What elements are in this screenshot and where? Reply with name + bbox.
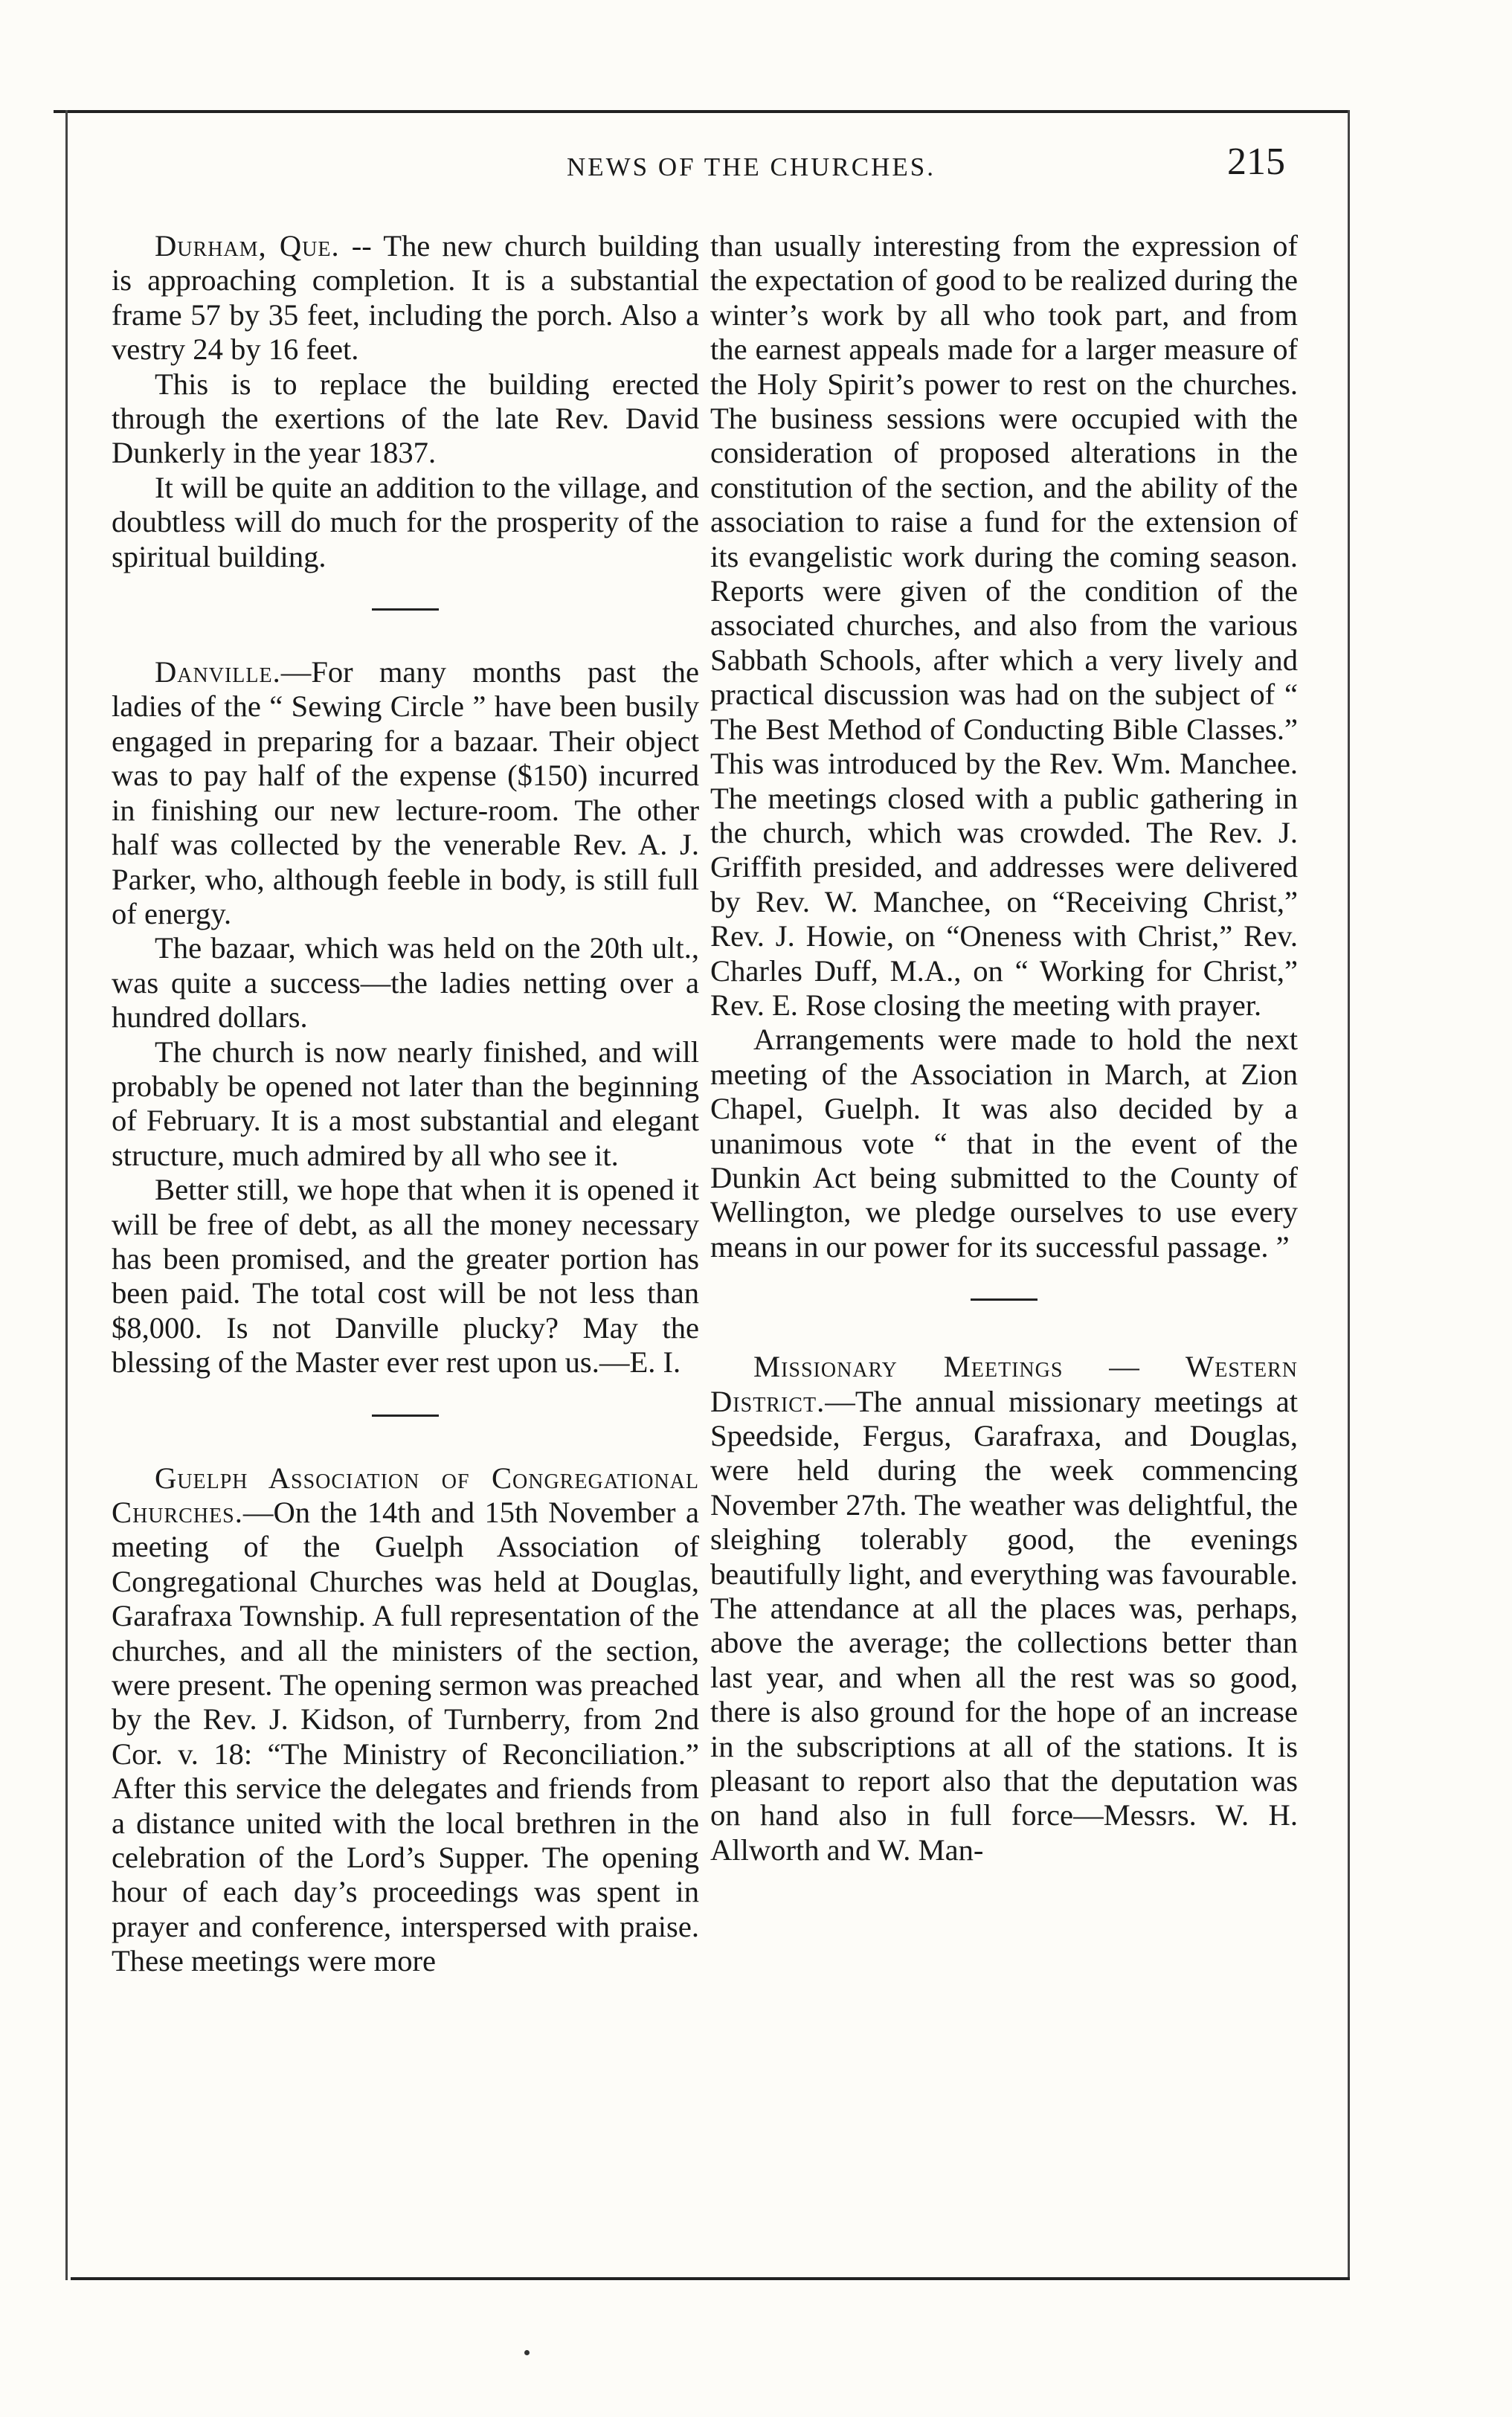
article-paragraph [112,229,699,367]
article-missionary-meetings [710,1350,1298,1867]
article-heading: Danville. [155,655,281,689]
article-text: —For many months past the ladies of the “ Sewing Circle ” have been busily engaged in preparing for a bazaar. Their object was to pay half of the expense ($150) incurred in finishing our new lecture-room. The other half was collected by the venerable Rev. A. J. Parker, who, although feeble in body, is still full of energy. [112,655,699,930]
article-text: —On the 14th and 15th November a meeting of the Guelph Association of Congregational Churches was held at Douglas, Garafraxa Township. A full representation of the churches, and all the ministers of the section, were present. The opening sermon was preached by the Rev. J. Kidson, of Turnberry, from 2nd Cor. v. 18: “The Ministry of Reconciliation.” After this service the delegates and friends from a distance united with the local brethren in the celebration of the Lord’s Supper. The opening hour of each day’s proceedings was spent in prayer and conference, interspersed with praise. These meetings were more [112,1496,699,1978]
article-guelph-association [112,1461,699,1979]
article-paragraph: The bazaar, which was held on the 20th ult., was quite a success—the ladies netting over a hundred dollars. [112,931,699,1034]
right-frame-line [1348,110,1350,2280]
article-paragraph [112,655,699,931]
article-paragraph: This is to replace the building erected through the exertions of the late Rev. David Dunkerly in the year 1837. [112,367,699,470]
article-paragraph: The church is now nearly finished, and will probably be opened not later than the beginning of February. It is a most substantial and elegant structure, much admired by all who see it. [112,1034,699,1172]
article-paragraph [710,1350,1298,1867]
article-paragraph: Better still, we hope that when it is opened it will be free of debt, as all the money necessary has been promised, and the greater portion has been paid. The total cost will be not less than $8,000. Is not Danville plucky? May the blessing of the Master ever rest upon us.—E. I. [112,1173,699,1380]
article-paragraph [112,1461,699,1979]
article-text: -- The new church building is approaching completion. It is a substantial frame 57 by 35 feet, including the porch. Also a vestry 24 by 16 feet. [112,229,699,367]
running-title: NEWS OF THE CHURCHES. [566,152,936,181]
article-heading: Durham, Que. [155,229,340,263]
top-rule [54,110,1348,113]
article-text: —The annual missionary meetings at Speedside, Fergus, Garafraxa, and Douglas, were held during the week commencing November 27th. The weather was delightful, the sleighing tolerably good, the evenings beautifully light, and everything was favourable. The attendance at all the places was, perhaps, above the average; the collections better than last year, and when all the rest was so good, there is also ground for the hope of an increase in the subscriptions at all of the stations. It is pleasant to report also that the deputation was on hand also in full force—Messrs. W. H. Allworth and W. Man- [710,1384,1298,1867]
section-separator [971,1298,1038,1301]
article-paragraph: than usually interesting from the expression of the expectation of good to be realized during the winter’s work by all who took part, and from the earnest appeals made for a larger measure of the Holy Spirit’s power to rest on the churches. The business sessions were occupied with the consideration of proposed alterations in the constitution of the section, and the ability of the association to raise a fund for the extension of its evangelistic work during the coming season. Reports were given of the condition of the associated churches, and also from the various Sabbath Schools, after which a very lively and practical discussion was had on the subject of “ The Best Method of Conducting Bible Classes.” This was introduced by the Rev. Wm. Manchee. The meetings closed with a public gathering in the church, which was crowded. The Rev. J. Griffith presided, and addresses were delivered by Rev. W. Manchee, on “Receiving Christ,” Rev. J. Howie, on “Oneness with Christ,” Rev. Charles Duff, M.A., on “ Working for Christ,” Rev. E. Rose closing the meeting with prayer. [710,229,1298,1022]
article-heading: Guelph Association of Congregational Churches. [112,1461,699,1529]
article-danville [112,655,699,1380]
section-separator [372,608,439,611]
left-column [112,229,699,1979]
left-frame-line [65,110,68,2280]
article-durham [112,229,699,574]
section-separator [372,1415,439,1417]
ink-speck [524,2350,530,2355]
right-column [710,229,1298,1867]
article-guelph-association-continued [710,229,1298,1264]
article-paragraph: It will be quite an addition to the village, and doubtless will do much for the prosperity of the spiritual building. [112,470,699,573]
article-heading: Missionary Meetings — Western District. [710,1350,1298,1418]
bottom-rule [71,2277,1350,2280]
article-paragraph: Arrangements were made to hold the next meeting of the Association in March, at Zion Chapel, Guelph. It was also decided by a unanimous vote “ that in the event of the Dunkin Act being submitted to the County of Wellington, we pledge ourselves to use every means in our power for its successful passage. ” [710,1023,1298,1264]
page-number: 215 [1227,141,1285,183]
